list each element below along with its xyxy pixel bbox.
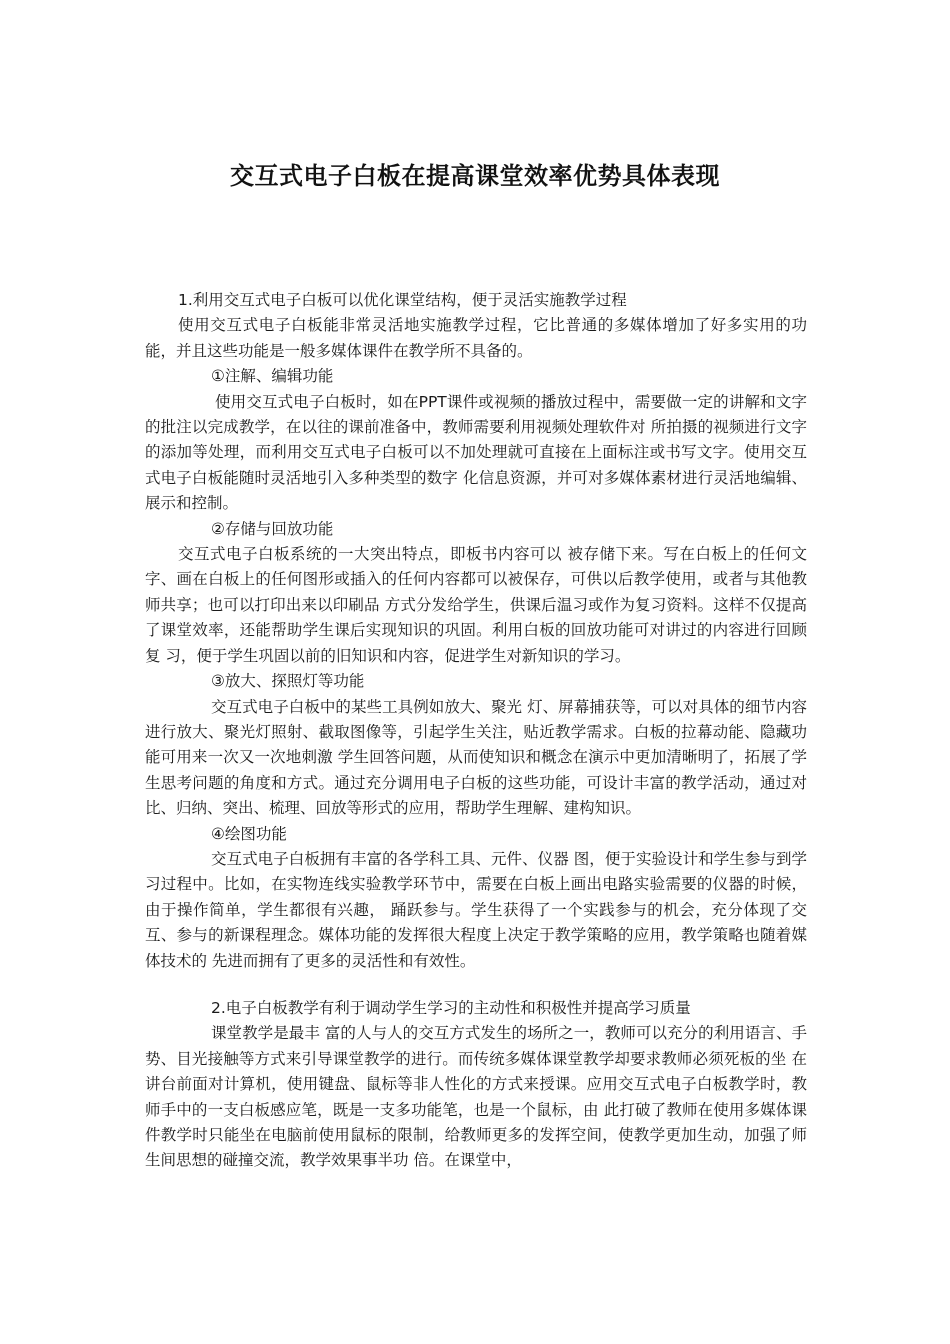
section1-sub3-heading: ③放大、探照灯等功能	[211, 672, 365, 691]
document-title: 交互式电子白板在提高课堂效率优势具体表现	[230, 162, 720, 190]
section1-sub2-heading: ②存储与回放功能	[211, 519, 334, 538]
section1-sub1-text: 使用交互式电子白板时，如在PPT课件或视频的播放过程中，需要做一定的讲解和文字的批注以完成教学，在以往的课前准备中，教师需要利用视频处理软件对 所拍摄的视频进行文字的添加等处理，而利用交互式电子白板可以不加处理就可直接在上面标注或书写文字。使用交互式电子白板能随时灵活地引入多种类型的数字 化信息资源，并可对多媒体素材进行灵活地编辑、展示和控制。	[145, 392, 807, 513]
section1-sub4-heading: ④绘图功能	[211, 824, 287, 843]
section2-heading: 2.电子白板教学有利于调动学生学习的主动性和积极性并提高学习质量	[211, 998, 691, 1017]
section1-sub4-text: 交互式电子白板拥有丰富的各学科工具、元件、仪器 图，便于实验设计和学生参与到学习过程中。比如，在实物连线实验教学环节中，需要在白板上画出电路实验需要的仪器的时候，由于操作简单，学生都很有兴趣， 踊跃参与。学生获得了一个实践参与的机会，充分体现了交互、参与的新课程理念。媒体功能的发挥很大程度上决定于教学策略的应用，教学策略也随着媒体技术的 先进而拥有了更多的灵活性和有效性。	[145, 849, 807, 970]
section2-text: 课堂教学是最丰 富的人与人的交互方式发生的场所之一，教师可以充分的利用语言、手势、目光接触等方式来引导课堂教学的进行。而传统多媒体课堂教学却要求教师必须死板的坐 在讲台前面对计算机，使用键盘、鼠标等非人性化的方式来授课。应用交互式电子白板教学时，教师手中的一支白板感应笔，既是一支多功能笔，也是一个鼠标，由 此打破了教师在使用多媒体课件教学时只能坐在电脑前使用鼠标的限制，给教师更多的发挥空间，使教学更加生动，加强了师生间思想的碰撞交流，教学效果事半功 倍。在课堂中，	[145, 1024, 807, 1170]
section1-intro: 使用交互式电子白板能非常灵活地实施教学过程，它比普通的多媒体增加了好多实用的功能，并且这些功能是一般多媒体课件在教学所不具备的。	[145, 316, 807, 360]
section1-sub3-text: 交互式电子白板中的某些工具例如放大、聚光 灯、屏幕捕获等，可以对具体的细节内容进行放大、聚光灯照射、截取图像等，引起学生关注，贴近教学需求。白板的拉幕动能、隐藏功能可用来一次又一次地刺激 学生回答问题，从而使知识和概念在演示中更加清晰明了，拓展了学生思考问题的角度和方式。通过充分调用电子白板的这些功能，可设计丰富的教学活动，通过对 比、归纳、突出、梳理、回放等形式的应用，帮助学生理解、建构知识。	[145, 697, 807, 818]
section1-sub1-heading: ①注解、编辑功能	[211, 367, 334, 386]
section1-heading: 1.利用交互式电子白板可以优化课堂结构，便于灵活实施教学过程	[178, 291, 627, 309]
section1-sub2-text: 交互式电子白板系统的一大突出特点，即板书内容可以 被存储下来。写在白板上的任何文字、画在白板上的任何图形或插入的任何内容都可以被保存，可供以后教学使用，或者与其他教师共享；也可以打印出来以印刷品 方式分发给学生，供课后温习或作为复习资料。这样不仅提高了课堂效率，还能帮助学生课后实现知识的巩固。利用白板的回放功能可对讲过的内容进行回顾复 习，便于学生巩固以前的旧知识和内容，促进学生对新知识的学习。	[145, 545, 807, 665]
section-spacer	[145, 974, 807, 996]
document-body	[145, 288, 807, 1174]
